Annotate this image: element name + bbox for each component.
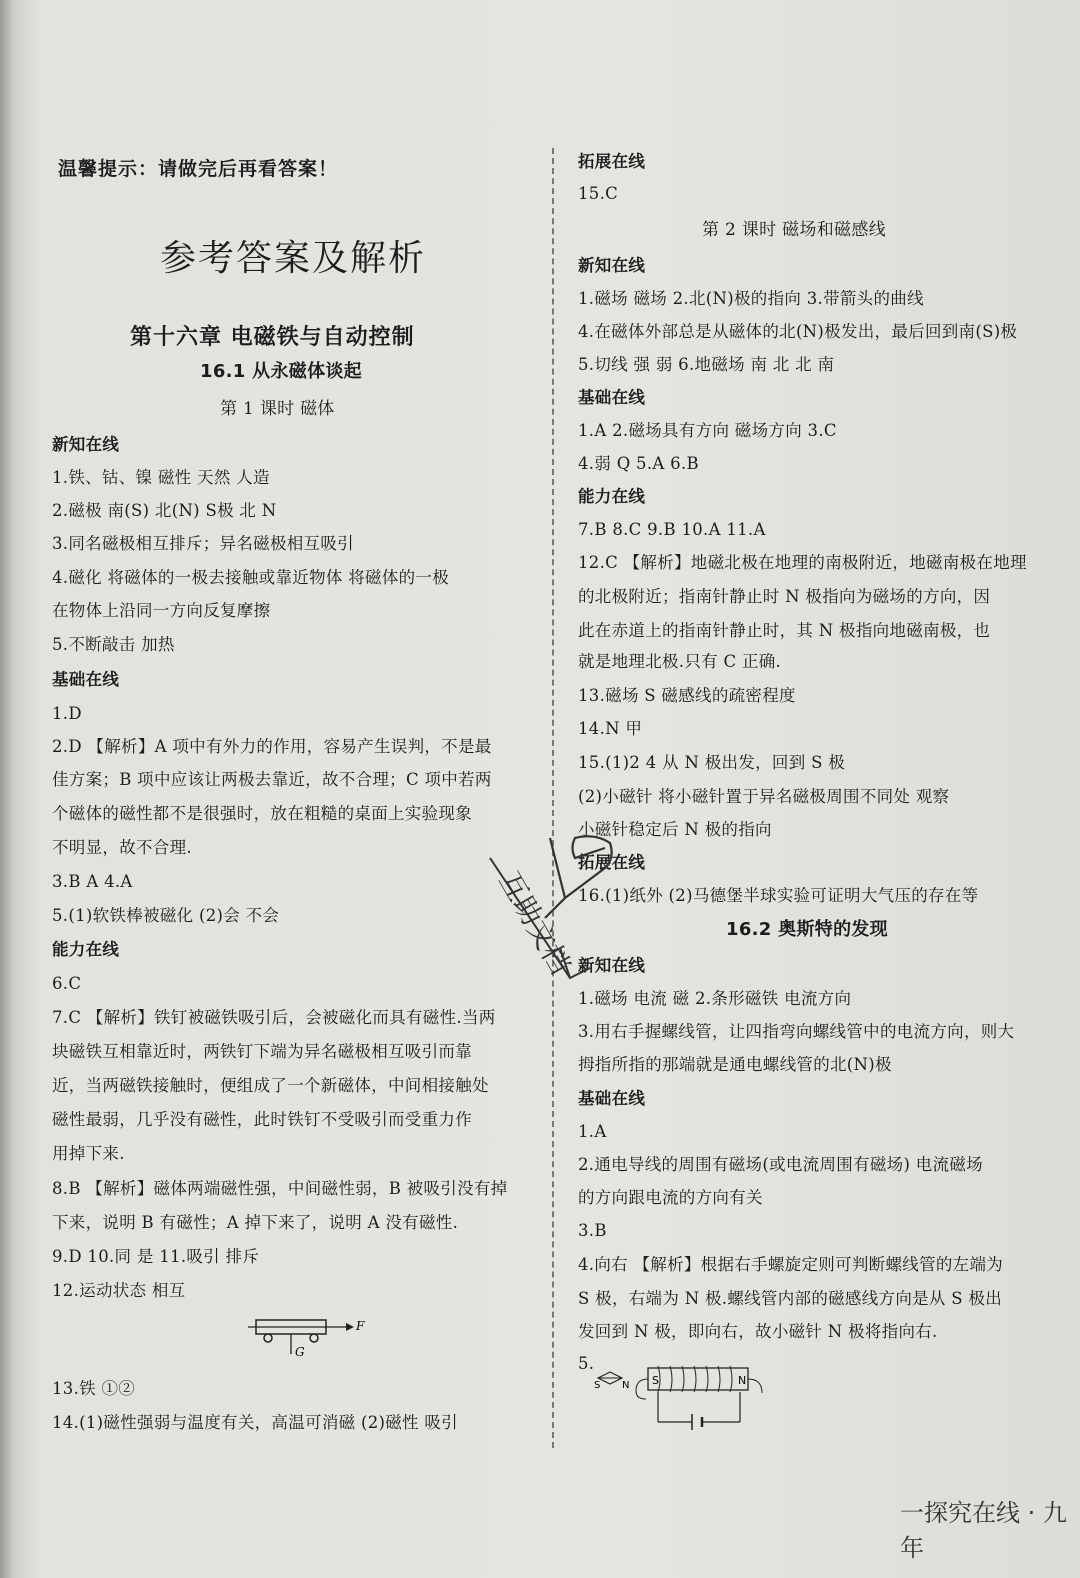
solenoid-diagram: [594, 1360, 784, 1438]
answer-line: 1.铁、钴、镍 磁性 天然 人造: [52, 468, 270, 487]
section-heading: 基础在线: [52, 670, 120, 689]
section-heading: 基础在线: [578, 388, 646, 407]
answer-line: 拇指所指的那端就是通电螺线管的北(N)极: [578, 1055, 892, 1074]
answer-line: 9.D 10.同 是 11.吸引 排斥: [52, 1247, 260, 1266]
answer-line: 磁性最弱，几乎没有磁性，此时铁钉不受吸引而受重力作: [52, 1110, 472, 1129]
answer-line: 佳方案；B 项中应该让两极去靠近，故不合理；C 项中若两: [52, 770, 492, 789]
section-heading: 新知在线: [52, 435, 120, 454]
section-heading: 拓展在线: [578, 152, 646, 171]
answer-line: 3.用右手握螺线管，让四指弯向螺线管中的电流方向，则大: [578, 1022, 1015, 1041]
answer-line: 8.B 【解析】磁体两端磁性强，中间磁性弱，B 被吸引没有掉: [52, 1179, 508, 1198]
answer-line: 在物体上沿同一方向反复摩擦: [52, 601, 271, 620]
answer-line: 用掉下来.: [52, 1144, 125, 1163]
answer-line: 1.A 2.磁场具有方向 磁场方向 3.C: [578, 421, 837, 440]
answer-line: 个磁体的磁性都不是很强时，放在粗糙的桌面上实验现象: [52, 804, 472, 823]
watermark-text: 互助文档: [492, 865, 578, 980]
answer-line: 1.D: [52, 704, 82, 723]
section-title: 16.2 奥斯特的发现: [726, 919, 888, 940]
chapter-title: 第十六章 电磁铁与自动控制: [130, 325, 415, 350]
answer-line: 13.铁 ①②: [52, 1379, 136, 1398]
cart-force-diagram: [248, 1308, 368, 1364]
answer-line: 4.磁化 将磁体的一极去接触或靠近物体 将磁体的一极: [52, 568, 450, 587]
needle-n-label: N: [622, 1380, 630, 1391]
lesson-title: 第 1 课时 磁体: [220, 399, 335, 419]
force-label-g: G: [295, 1345, 305, 1359]
answer-line: 5.(1)软铁棒被磁化 (2)会 不会: [52, 906, 280, 925]
answer-line: 发回到 N 极，即向右，故小磁针 N 极将指向右.: [578, 1322, 938, 1341]
answer-line: 14.(1)磁性强弱与温度有关，高温可消磁 (2)磁性 吸引: [52, 1413, 458, 1432]
section-heading: 基础在线: [578, 1089, 646, 1108]
answer-line: 1.磁场 电流 磁 2.条形磁铁 电流方向: [578, 989, 852, 1008]
answer-line: 此在赤道上的指南针静止时，其 N 极指向地磁南极，也: [578, 621, 991, 640]
answer-line: 12.运动状态 相互: [52, 1281, 186, 1300]
lesson-title: 第 2 课时 磁场和磁感线: [702, 220, 886, 240]
answer-line: 6.C: [52, 974, 82, 993]
answer-line: 5.不断敲击 加热: [52, 635, 175, 654]
section-heading: 拓展在线: [578, 853, 646, 872]
answer-line: 的方向跟电流的方向有关: [578, 1188, 763, 1207]
answer-line: 5.: [578, 1354, 595, 1373]
answer-line: 1.磁场 磁场 2.北(N)极的指向 3.带箭头的曲线: [578, 289, 924, 308]
answer-line: 5.切线 强 弱 6.地磁场 南 北 北 南: [578, 355, 835, 374]
answer-line: 就是地理北极.只有 C 正确.: [578, 652, 782, 671]
answer-line: (2)小磁针 将小磁针置于异名磁极周围不同处 观察: [578, 787, 950, 806]
answer-line: 4.在磁体外部总是从磁体的北(N)极发出，最后回到南(S)极: [578, 322, 1018, 341]
solenoid-s-label: S: [652, 1374, 659, 1387]
section-heading: 新知在线: [578, 256, 646, 275]
section-heading: 新知在线: [578, 956, 646, 975]
answer-line: 15.(1)2 4 从 N 极出发，回到 S 极: [578, 753, 846, 772]
answer-line: 小磁针稳定后 N 极的指向: [578, 820, 772, 839]
answer-line: 13.磁场 S 磁感线的疏密程度: [578, 686, 796, 705]
answer-line: 7.B 8.C 9.B 10.A 11.A: [578, 520, 766, 539]
answer-line: 15.C: [578, 184, 619, 203]
answer-line: 的北极附近；指南针静止时 N 极指向为磁场的方向，因: [578, 587, 991, 606]
answer-line: 1.A: [578, 1122, 607, 1141]
tip-banner: 温馨提示：请做完后再看答案！: [58, 158, 339, 180]
section-title: 16.1 从永磁体谈起: [200, 361, 362, 382]
answer-line: 12.C 【解析】地磁北极在地理的南极附近，地磁南极在地理: [578, 553, 1027, 572]
answer-line: 不明显，故不合理.: [52, 838, 192, 857]
page-title: 参考答案及解析: [160, 238, 427, 279]
column-divider: [552, 148, 554, 1448]
force-label-f: F: [356, 1319, 365, 1333]
answer-line: 3.同名磁极相互排斥；异名磁极相互吸引: [52, 534, 354, 553]
answer-line: 2.磁极 南(S) 北(N) S极 北 N: [52, 501, 277, 520]
answer-line: 3.B: [578, 1221, 607, 1240]
solenoid-n-label: N: [738, 1374, 747, 1387]
footer-title: 一探究在线 · 九年: [900, 1499, 1067, 1562]
section-heading: 能力在线: [52, 940, 120, 959]
section-heading: 能力在线: [578, 487, 646, 506]
answer-line: 近，当两磁铁接触时，便组成了一个新磁体，中间相接触处: [52, 1076, 489, 1095]
answer-line: 16.(1)纸外 (2)马德堡半球实验可证明大气压的存在等: [578, 886, 979, 905]
answer-line: 块磁铁互相靠近时，两铁钉下端为异名磁极相互吸引而靠: [52, 1042, 472, 1061]
answer-line: 4.弱 Q 5.A 6.B: [578, 454, 699, 473]
needle-s-label: S: [594, 1380, 601, 1391]
answer-line: 4.向右 【解析】根据右手螺旋定则可判断螺线管的左端为: [578, 1255, 1004, 1274]
answer-line: 7.C 【解析】铁钉被磁铁吸引后，会被磁化而具有磁性.当两: [52, 1008, 496, 1027]
answer-line: 14.N 甲: [578, 719, 643, 738]
answer-line: 2.D 【解析】A 项中有外力的作用，容易产生误判，不是最: [52, 737, 492, 756]
answer-line: S 极，右端为 N 极.螺线管内部的磁感线方向是从 S 极出: [578, 1289, 1003, 1308]
answer-line: 2.通电导线的周围有磁场(或电流周围有磁场) 电流磁场: [578, 1155, 983, 1174]
answer-line: 下来，说明 B 有磁性；A 掉下来了，说明 A 没有磁性.: [52, 1213, 459, 1232]
answer-line: 3.B A 4.A: [52, 872, 133, 891]
